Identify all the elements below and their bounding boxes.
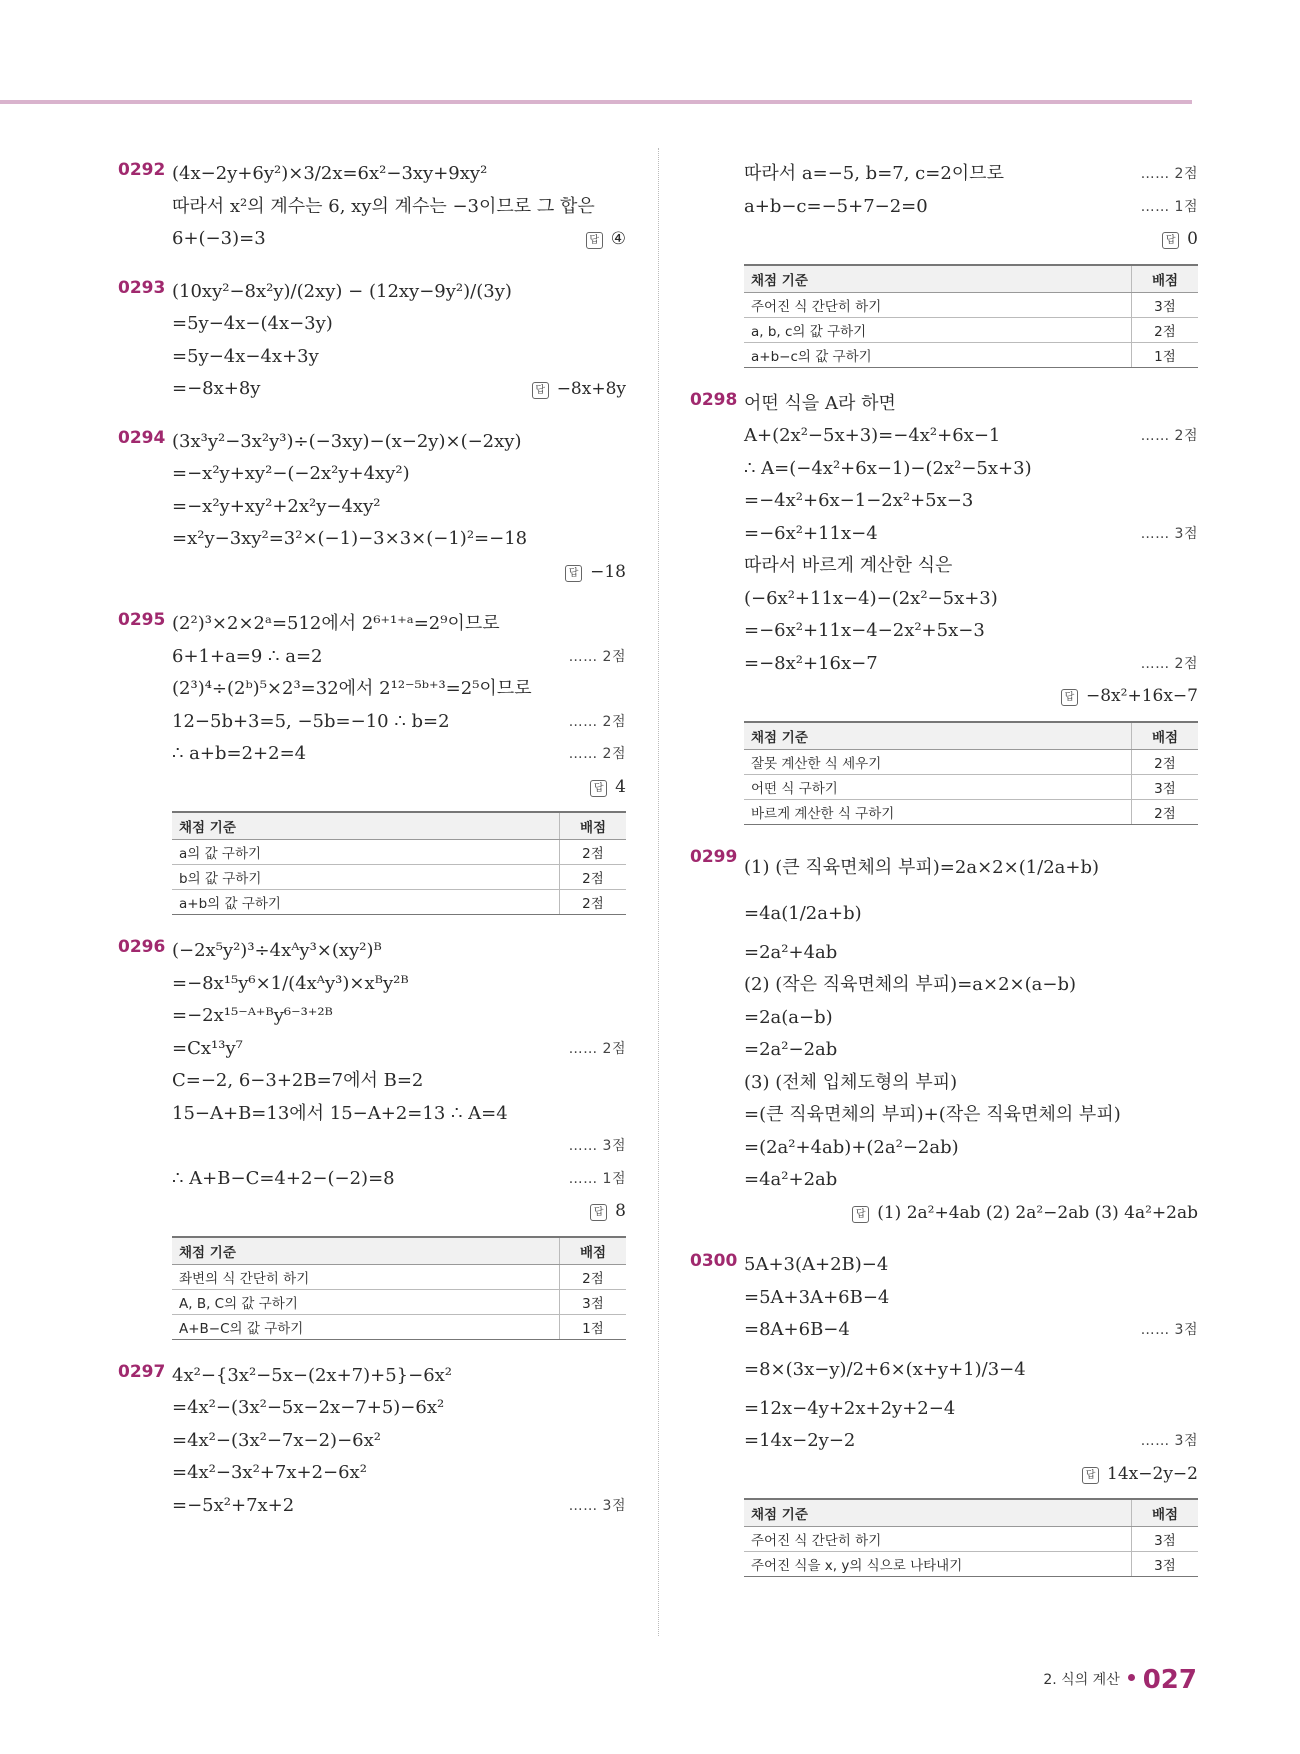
solution-line bbox=[172, 1392, 626, 1425]
math-expression: (2³)⁴÷(2ᵇ)⁵×2³=32에서 2¹²⁻⁵ᵇ⁺³=2⁵이므로 bbox=[172, 678, 532, 699]
math-expression: =4x²−(3x²−5x−2x−7+5)−6x² bbox=[172, 1397, 445, 1418]
answer bbox=[1082, 1458, 1198, 1491]
math-expression: 따라서 바르게 계산한 식은 bbox=[744, 555, 953, 576]
scoring-row bbox=[744, 1527, 1198, 1552]
points-cell: 2점 bbox=[560, 865, 627, 890]
solution-line bbox=[172, 191, 626, 224]
answer-value: 8 bbox=[615, 1201, 626, 1221]
points-cell: 3점 bbox=[1132, 1527, 1199, 1552]
solution-line bbox=[744, 485, 1198, 518]
math-expression: ∴ A+B−C=4+2−(−2)=8 bbox=[172, 1167, 395, 1189]
solution-line bbox=[172, 523, 626, 556]
solution-line bbox=[172, 426, 626, 459]
score-points: …… 2점 bbox=[568, 746, 626, 762]
scoring-header-row bbox=[744, 722, 1198, 750]
solution-line bbox=[744, 1164, 1198, 1197]
math-expression: a+b−c=−5+7−2=0 bbox=[744, 195, 928, 217]
answer bbox=[590, 1195, 626, 1228]
math-expression: =−8x²+16x−7 bbox=[744, 652, 878, 674]
solution-line bbox=[172, 556, 626, 589]
scoring-row bbox=[744, 342, 1198, 367]
scoring-header-row bbox=[172, 812, 626, 840]
solution-line bbox=[172, 1000, 626, 1033]
math-expression: 12−5b+3=5, −5b=−10 ∴ b=2 bbox=[172, 710, 450, 732]
answer bbox=[1061, 680, 1198, 713]
score-points: …… 3점 bbox=[568, 1497, 626, 1514]
math-expression: 4x²−{3x²−5x−(2x+7)+5}−6x² bbox=[172, 1364, 453, 1386]
solution-line bbox=[744, 1314, 1198, 1347]
solution-line bbox=[744, 891, 1198, 937]
math-expression: (3x³y²−3x²y³)÷(−3xy)−(x−2y)×(−2xy) bbox=[172, 430, 522, 452]
math-expression: =5y−4x−4x+3y bbox=[172, 345, 319, 367]
answer bbox=[565, 556, 626, 589]
scoring-row bbox=[172, 865, 626, 890]
answer-value: 4 bbox=[615, 776, 626, 797]
math-expression: (1) (큰 직육면체의 부피)=2a×2×(1/2a+b) bbox=[744, 856, 1100, 878]
solution-line bbox=[744, 648, 1198, 681]
score-points: …… 2점 bbox=[1140, 428, 1198, 444]
solution-line bbox=[172, 158, 626, 191]
problem-0300 bbox=[690, 1249, 1198, 1577]
score-points: …… 3점 bbox=[568, 1138, 626, 1154]
math-expression: (2) (작은 직육면체의 부피)=a×2×(a−b) bbox=[744, 974, 1077, 995]
math-expression: =4a(1/2a+b) bbox=[744, 902, 862, 924]
score-points: …… 2점 bbox=[1140, 655, 1198, 672]
problem-number: 0294 bbox=[118, 427, 166, 448]
math-expression: (−6x²+11x−4)−(2x²−5x+3) bbox=[744, 587, 998, 609]
problem-0292 bbox=[118, 158, 626, 256]
solution-line bbox=[172, 276, 626, 309]
answer-box-icon: 답 bbox=[1061, 689, 1078, 706]
problem-number: 0298 bbox=[690, 389, 738, 410]
score-points: …… 1점 bbox=[1140, 198, 1198, 215]
solution-line bbox=[744, 615, 1198, 648]
scoring-row bbox=[172, 1289, 626, 1314]
scoring-row bbox=[744, 317, 1198, 342]
criterion-cell: 좌변의 식 간단히 하기 bbox=[172, 1264, 560, 1289]
scoring-header-row bbox=[172, 1237, 626, 1265]
points-cell: 2점 bbox=[560, 1264, 627, 1289]
criterion-cell: a의 값 구하기 bbox=[172, 840, 560, 865]
solution-line bbox=[172, 1130, 626, 1163]
score-points: …… 2점 bbox=[568, 1040, 626, 1057]
math-expression: =Cx¹³y⁷ bbox=[172, 1037, 243, 1059]
criterion-cell: a+b의 값 구하기 bbox=[172, 890, 560, 915]
solution-line bbox=[172, 738, 626, 771]
points-header: 배점 bbox=[1132, 722, 1199, 750]
math-expression: 따라서 x²의 계수는 6, xy의 계수는 −3이므로 그 합은 bbox=[172, 195, 595, 217]
answer-value: −8x+8y bbox=[556, 379, 626, 399]
math-expression: =−5x²+7x+2 bbox=[172, 1494, 295, 1516]
solution-line bbox=[172, 308, 626, 341]
math-expression: =−6x²+11x−4−2x²+5x−3 bbox=[744, 620, 985, 641]
criterion-cell: a, b, c의 값 구하기 bbox=[744, 317, 1132, 342]
solution-line bbox=[172, 641, 626, 674]
column-divider bbox=[658, 148, 659, 1636]
solution-line bbox=[744, 518, 1198, 551]
math-expression: =−x²y+xy²−(−2x²y+4xy²) bbox=[172, 463, 410, 484]
math-expression: =2a²+4ab bbox=[744, 941, 838, 963]
math-expression: 5A+3(A+2B)−4 bbox=[744, 1254, 889, 1275]
math-expression: 6+(−3)=3 bbox=[172, 228, 266, 249]
scoring-row bbox=[172, 1264, 626, 1289]
bullet-dot-icon bbox=[1128, 1674, 1135, 1681]
answer-value: (1) 2a²+4ab (2) 2a²−2ab (3) 4a²+2ab bbox=[877, 1202, 1198, 1223]
math-expression: (3) (전체 입체도형의 부피) bbox=[744, 1071, 958, 1093]
solution-line bbox=[172, 341, 626, 374]
criterion-cell: 주어진 식 간단히 하기 bbox=[744, 292, 1132, 317]
answer-box-icon: 답 bbox=[532, 382, 549, 399]
problem-0294 bbox=[118, 426, 626, 589]
problem-0297 bbox=[118, 1360, 626, 1523]
solution-line bbox=[744, 1458, 1198, 1491]
math-expression: =2a(a−b) bbox=[744, 1006, 833, 1028]
criterion-header: 채점 기준 bbox=[172, 1237, 560, 1265]
solution-line bbox=[744, 937, 1198, 970]
answer bbox=[590, 771, 626, 804]
math-expression: =8A+6B−4 bbox=[744, 1319, 850, 1340]
top-accent-bar bbox=[0, 100, 1192, 104]
solution-line bbox=[172, 1098, 626, 1131]
solution-line bbox=[744, 1425, 1198, 1458]
math-expression: 6+1+a=9 ∴ a=2 bbox=[172, 645, 323, 667]
problem-0295 bbox=[118, 608, 626, 915]
scoring-table bbox=[172, 1236, 626, 1340]
answer-box-icon: 답 bbox=[1162, 232, 1179, 249]
problem-number: 0293 bbox=[118, 277, 166, 298]
score-points: …… 2점 bbox=[568, 713, 626, 730]
solution-line bbox=[172, 968, 626, 1001]
solution-line bbox=[744, 583, 1198, 616]
solution-line bbox=[744, 388, 1198, 421]
scoring-header-row bbox=[744, 265, 1198, 293]
math-expression: =−8x¹⁵y⁶×1/(4xᴬy³)×xᴮy²ᴮ bbox=[172, 972, 409, 994]
answer bbox=[586, 223, 626, 256]
page-number: 027 bbox=[1142, 1665, 1197, 1695]
math-expression: =−8x+8y bbox=[172, 378, 261, 399]
solution-line bbox=[172, 1490, 626, 1523]
answer-box-icon: 답 bbox=[590, 1204, 607, 1221]
answer-box-icon: 답 bbox=[565, 565, 582, 582]
math-expression: (2²)³×2×2ᵃ=512에서 2⁶⁺¹⁺ᵃ=2⁹이므로 bbox=[172, 613, 500, 634]
math-expression: (4x−2y+6y²)×3/2x=6x²−3xy+9xy² bbox=[172, 163, 488, 184]
solution-line bbox=[172, 673, 626, 706]
scoring-row bbox=[744, 799, 1198, 824]
problem-number: 0300 bbox=[690, 1251, 738, 1271]
solution-line bbox=[172, 1425, 626, 1458]
answer bbox=[532, 373, 626, 406]
solution-line bbox=[172, 491, 626, 524]
solution-line bbox=[172, 1360, 626, 1393]
problem-0293 bbox=[118, 276, 626, 406]
math-expression: =−4x²+6x−1−2x²+5x−3 bbox=[744, 490, 974, 511]
math-expression: 어떤 식을 A라 하면 bbox=[744, 392, 896, 414]
math-expression: =4x²−(3x²−7x−2)−6x² bbox=[172, 1429, 381, 1451]
solution-line bbox=[744, 1197, 1198, 1230]
math-expression: =14x−2y−2 bbox=[744, 1430, 856, 1451]
solution-line bbox=[172, 706, 626, 739]
criterion-header: 채점 기준 bbox=[744, 722, 1132, 750]
solution-line bbox=[744, 1347, 1198, 1393]
problem-0296 bbox=[118, 935, 626, 1340]
scoring-table bbox=[744, 1498, 1198, 1577]
solution-line bbox=[744, 223, 1198, 256]
answer bbox=[852, 1197, 1198, 1230]
answer-value: ④ bbox=[610, 229, 626, 249]
criterion-header: 채점 기준 bbox=[172, 812, 560, 840]
chapter-title: 2. 식의 계산 bbox=[1043, 1672, 1120, 1688]
solution-line bbox=[744, 1282, 1198, 1315]
solution-line bbox=[172, 373, 626, 406]
scoring-row bbox=[172, 1314, 626, 1339]
score-points: …… 2점 bbox=[568, 648, 626, 665]
problem-0298 bbox=[690, 388, 1198, 825]
points-header: 배점 bbox=[1132, 1499, 1199, 1527]
points-cell: 3점 bbox=[560, 1289, 627, 1314]
math-expression: =12x−4y+2x+2y+2−4 bbox=[744, 1397, 956, 1419]
criterion-cell: 잘못 계산한 식 세우기 bbox=[744, 749, 1132, 774]
points-cell: 2점 bbox=[560, 840, 627, 865]
answer-value: −18 bbox=[590, 561, 626, 582]
solution-line bbox=[744, 1249, 1198, 1282]
solution-line bbox=[172, 1065, 626, 1098]
right-column bbox=[690, 158, 1198, 1597]
scoring-row bbox=[744, 1552, 1198, 1577]
criterion-cell: 주어진 식을 x, y의 식으로 나타내기 bbox=[744, 1552, 1132, 1577]
solution-line bbox=[744, 550, 1198, 583]
score-points: …… 3점 bbox=[1140, 525, 1198, 542]
solution-line bbox=[172, 935, 626, 968]
scoring-row bbox=[744, 292, 1198, 317]
criterion-cell: 어떤 식 구하기 bbox=[744, 774, 1132, 799]
math-expression: (−2x⁵y²)³÷4xᴬy³×(xy²)ᴮ bbox=[172, 940, 382, 961]
math-expression: ∴ A=(−4x²+6x−1)−(2x²−5x+3) bbox=[744, 457, 1032, 479]
solution-line bbox=[744, 845, 1198, 891]
points-cell: 2점 bbox=[1132, 799, 1199, 824]
math-expression: (10xy²−8x²y)/(2xy) − (12xy−9y²)/(3y) bbox=[172, 280, 512, 302]
points-header: 배점 bbox=[560, 812, 627, 840]
points-cell: 2점 bbox=[1132, 749, 1199, 774]
criterion-cell: 주어진 식 간단히 하기 bbox=[744, 1527, 1132, 1552]
answer-box-icon: 답 bbox=[852, 1206, 869, 1223]
math-expression: =5y−4x−(4x−3y) bbox=[172, 313, 333, 334]
points-cell: 3점 bbox=[1132, 774, 1199, 799]
scoring-row bbox=[172, 840, 626, 865]
math-expression: =4x²−3x²+7x+2−6x² bbox=[172, 1462, 367, 1483]
solution-line bbox=[744, 1002, 1198, 1035]
solution-line bbox=[172, 1033, 626, 1066]
solution-line bbox=[744, 1067, 1198, 1100]
scoring-table bbox=[744, 264, 1198, 368]
math-expression: ∴ a+b=2+2=4 bbox=[172, 743, 307, 764]
problem-number: 0292 bbox=[118, 160, 166, 180]
problem-number: 0295 bbox=[118, 610, 166, 630]
problem-number: 0299 bbox=[690, 846, 738, 867]
answer-box-icon: 답 bbox=[586, 232, 603, 249]
scoring-row bbox=[172, 890, 626, 915]
solution-line bbox=[744, 969, 1198, 1002]
math-expression: =−6x²+11x−4 bbox=[744, 522, 878, 544]
solution-line bbox=[744, 420, 1198, 453]
criterion-cell: A, B, C의 값 구하기 bbox=[172, 1289, 560, 1314]
answer-box-icon: 답 bbox=[1082, 1467, 1099, 1484]
scoring-row bbox=[744, 774, 1198, 799]
score-points: …… 2점 bbox=[1140, 166, 1198, 182]
problem-0299 bbox=[690, 845, 1198, 1230]
solution-line bbox=[172, 1195, 626, 1228]
math-expression: 따라서 a=−5, b=7, c=2이므로 bbox=[744, 163, 1004, 184]
solution-line bbox=[744, 1099, 1198, 1132]
solution-line bbox=[172, 608, 626, 641]
criterion-cell: 바르게 계산한 식 구하기 bbox=[744, 799, 1132, 824]
solution-line bbox=[744, 453, 1198, 486]
solution-line bbox=[744, 680, 1198, 713]
criterion-header: 채점 기준 bbox=[744, 265, 1132, 293]
problem-number: 0297 bbox=[118, 1361, 166, 1382]
solution-line bbox=[744, 158, 1198, 191]
points-cell: 2점 bbox=[1132, 317, 1199, 342]
answer-value: −8x²+16x−7 bbox=[1086, 686, 1198, 706]
answer-value: 0 bbox=[1187, 229, 1198, 249]
criterion-cell: b의 값 구하기 bbox=[172, 865, 560, 890]
left-column bbox=[118, 158, 626, 1542]
criterion-cell: A+B−C의 값 구하기 bbox=[172, 1314, 560, 1339]
math-expression: =4a²+2ab bbox=[744, 1169, 838, 1190]
scoring-header-row bbox=[744, 1499, 1198, 1527]
math-expression: =(큰 직육면체의 부피)+(작은 직육면체의 부피) bbox=[744, 1104, 1121, 1125]
math-expression: =−2x¹⁵⁻ᴬ⁺ᴮy⁶⁻³⁺²ᴮ bbox=[172, 1005, 333, 1026]
scoring-row bbox=[744, 749, 1198, 774]
math-expression: 15−A+B=13에서 15−A+2=13 ∴ A=4 bbox=[172, 1102, 508, 1124]
answer-value: 14x−2y−2 bbox=[1107, 1463, 1198, 1484]
criterion-cell: a+b−c의 값 구하기 bbox=[744, 342, 1132, 367]
math-expression: =8×(3x−y)/2+6×(x+y+1)/3−4 bbox=[744, 1358, 1026, 1380]
math-expression: A+(2x²−5x+3)=−4x²+6x−1 bbox=[744, 425, 1001, 446]
solution-line bbox=[172, 1163, 626, 1196]
points-cell: 3점 bbox=[1132, 1552, 1199, 1577]
solution-line bbox=[172, 223, 626, 256]
solution-line bbox=[172, 458, 626, 491]
solution-line bbox=[172, 1457, 626, 1490]
points-cell: 2점 bbox=[560, 890, 627, 915]
solution-line bbox=[172, 771, 626, 804]
points-header: 배점 bbox=[560, 1237, 627, 1265]
math-expression: =x²y−3xy²=3²×(−1)−3×3×(−1)²=−18 bbox=[172, 528, 528, 549]
points-cell: 1점 bbox=[560, 1314, 627, 1339]
answer bbox=[1162, 223, 1198, 256]
score-points: …… 3점 bbox=[1140, 1322, 1198, 1338]
problem-0297 bbox=[690, 158, 1198, 368]
math-expression: =5A+3A+6B−4 bbox=[744, 1286, 890, 1308]
math-expression: C=−2, 6−3+2B=7에서 B=2 bbox=[172, 1070, 424, 1091]
math-expression: =2a²−2ab bbox=[744, 1039, 838, 1060]
score-points: …… 1점 bbox=[568, 1170, 626, 1187]
scoring-table bbox=[744, 721, 1198, 825]
scoring-table bbox=[172, 811, 626, 915]
math-expression: =−x²y+xy²+2x²y−4xy² bbox=[172, 495, 381, 517]
solution-line bbox=[744, 1393, 1198, 1426]
criterion-header: 채점 기준 bbox=[744, 1499, 1132, 1527]
problem-number: 0296 bbox=[118, 937, 166, 957]
page-footer bbox=[1043, 1665, 1197, 1695]
points-header: 배점 bbox=[1132, 265, 1199, 293]
solution-line bbox=[744, 1034, 1198, 1067]
points-cell: 3점 bbox=[1132, 292, 1199, 317]
solution-line bbox=[744, 1132, 1198, 1165]
math-expression: =(2a²+4ab)+(2a²−2ab) bbox=[744, 1136, 959, 1158]
answer-box-icon: 답 bbox=[590, 780, 607, 797]
solution-line bbox=[744, 191, 1198, 224]
score-points: …… 3점 bbox=[1140, 1433, 1198, 1449]
points-cell: 1점 bbox=[1132, 342, 1199, 367]
